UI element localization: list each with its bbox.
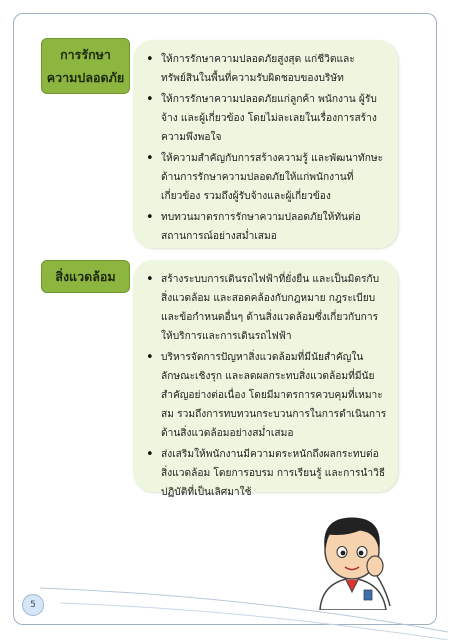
- list-item: [137, 270, 388, 346]
- list-item: [137, 50, 388, 88]
- list-item: [137, 348, 388, 443]
- bullet-icon: •: [146, 210, 154, 225]
- bullet-icon: •: [146, 52, 154, 67]
- environment-bullet-list: [137, 270, 388, 502]
- list-item: [137, 149, 388, 206]
- bullet-text: บริหารจัดการปัญหาสิ่งแวดล้อมที่มีนัยสำคัญในลักษณะเชิงรุก และลดผลกระทบสิ่งแวดล้อมที่มีนัยสำคัญอย่างต่อเนื่อง โดยมีมาตรการควบคุมที่เหมาะสม รวมถึงการทบทวนกระบวนการในการดำเนินการด้านสิ่งแวดล้อมอย่างสม่ำเสมอ: [161, 352, 387, 439]
- environment-policy-box: [133, 260, 398, 498]
- section-label-environment: [41, 260, 130, 293]
- bullet-icon: •: [146, 350, 154, 365]
- bullet-icon: •: [146, 92, 154, 107]
- bullet-text: ให้การรักษาความปลอดภัยแก่ลูกค้า พนักงาน ผู้รับจ้าง และผู้เกี่ยวข้อง โดยไม่ละเลยในเรื่องการสร้างความพึงพอใจ: [161, 94, 377, 143]
- mascot-illustration: [300, 510, 410, 610]
- bullet-icon: •: [146, 447, 154, 462]
- bullet-icon: •: [146, 151, 154, 166]
- list-item: [137, 90, 388, 147]
- bullet-text: สร้างระบบการเดินรถไฟฟ้าที่ยั่งยืน และเป็นมิตรกับสิ่งแวดล้อม และสอดคล้องกับกฎหมาย กฎระเบียบ และข้อกำหนดอื่นๆ ด้านสิ่งแวดล้อมซึ่งเกี่ยวกับการให้บริการและการเดินรถไฟฟ้า: [161, 274, 380, 342]
- bullet-text: ทบทวนมาตรการรักษาความปลอดภัยให้ทันต่อสถานการณ์อย่างสม่ำเสมอ: [161, 212, 361, 242]
- list-item: [137, 445, 388, 502]
- bullet-text: ให้การรักษาความปลอดภัยสูงสุด แก่ชีวิตและทรัพย์สินในพื้นที่ความรับผิดชอบของบริษัท: [161, 54, 355, 84]
- section-label-security: [41, 38, 130, 94]
- section-label-line: ความปลอดภัย: [46, 70, 125, 85]
- page-number: 5: [22, 594, 44, 616]
- security-policy-box: [133, 40, 398, 248]
- bullet-text: ให้ความสำคัญกับการสร้างความรู้ และพัฒนาทักษะด้านการรักษาความปลอดภัยให้แก่พนักงานที่เกี่ยวข้อง รวมถึงผู้รับจ้างและผู้เกี่ยวข้อง: [161, 153, 384, 202]
- section-label-line: การรักษา: [60, 47, 111, 62]
- bullet-text: ส่งเสริมให้พนักงานมีความตระหนักถึงผลกระทบต่อสิ่งแวดล้อม โดยการอบรม การเรียนรู้ และการนำวิธีปฏิบัติที่เป็นเลิศมาใช้: [161, 449, 386, 498]
- security-bullet-list: [137, 50, 388, 246]
- bullet-icon: •: [146, 272, 154, 287]
- list-item: [137, 208, 388, 246]
- section-label-line: สิ่งแวดล้อม: [55, 269, 116, 284]
